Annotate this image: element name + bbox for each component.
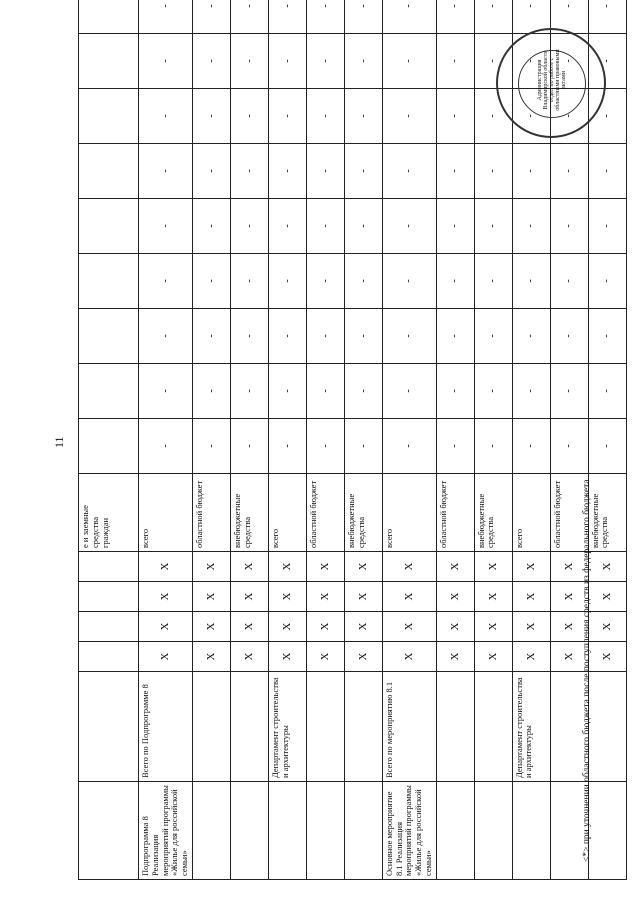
source-cell: областной бюджет xyxy=(192,474,230,552)
dash-cell: - xyxy=(230,89,268,144)
program-cell xyxy=(306,782,344,880)
dash-cell: - xyxy=(230,364,268,419)
table-row xyxy=(306,0,344,880)
x-cell: Х xyxy=(268,612,306,642)
dash-cell: - xyxy=(588,419,626,474)
dash-cell: - xyxy=(268,309,306,364)
dash-cell: - xyxy=(550,419,588,474)
x-cell: Х xyxy=(139,582,193,612)
executor-cell xyxy=(306,672,344,782)
x-cell: Х xyxy=(550,642,588,672)
dash-cell: - xyxy=(268,199,306,254)
dash-cell: - xyxy=(230,34,268,89)
dash-cell: - xyxy=(436,419,474,474)
x-cell: Х xyxy=(436,552,474,582)
dash-cell: - xyxy=(344,364,382,419)
x-cell: Х xyxy=(550,582,588,612)
source-cell: внебюджетные средства xyxy=(344,474,382,552)
table-row xyxy=(268,0,306,880)
dash-cell: - xyxy=(306,144,344,199)
program-cell xyxy=(192,782,230,880)
source-cell: всего xyxy=(382,474,436,552)
x-cell: Х xyxy=(306,552,344,582)
dash-cell: - xyxy=(474,419,512,474)
x-cell: Х xyxy=(382,552,436,582)
program-cell xyxy=(436,782,474,880)
dash-cell: - xyxy=(588,309,626,364)
dash-cell: - xyxy=(436,0,474,34)
x-cell: Х xyxy=(588,582,626,612)
x-cell: Х xyxy=(474,642,512,672)
source-cell: внебюджетные средства xyxy=(230,474,268,552)
executor-cell xyxy=(344,672,382,782)
dash-cell: - xyxy=(344,0,382,34)
executor-cell: Всего по Подпрограмме 8 xyxy=(139,672,193,782)
dash-cell: - xyxy=(550,199,588,254)
executor-cell xyxy=(436,672,474,782)
x-cell: Х xyxy=(344,552,382,582)
dash-cell: - xyxy=(344,419,382,474)
dash-cell: - xyxy=(344,309,382,364)
x-cell: Х xyxy=(192,612,230,642)
dash-cell: - xyxy=(436,144,474,199)
program-cell xyxy=(268,782,306,880)
dash-cell: - xyxy=(588,254,626,309)
dash-cell: - xyxy=(436,34,474,89)
dash-cell: - xyxy=(382,34,436,89)
program-cell xyxy=(588,782,626,880)
dash-cell: - xyxy=(139,144,193,199)
dash-cell: - xyxy=(344,254,382,309)
table-row xyxy=(344,0,382,880)
x-cell: Х xyxy=(436,582,474,612)
dash-cell: - xyxy=(192,34,230,89)
dash-cell: - xyxy=(588,364,626,419)
x-cell: Х xyxy=(588,552,626,582)
dash-cell: - xyxy=(550,144,588,199)
dash-cell: - xyxy=(436,254,474,309)
dash-cell: - xyxy=(436,364,474,419)
x-cell: Х xyxy=(306,582,344,612)
dash-cell: - xyxy=(230,309,268,364)
dash-cell: - xyxy=(268,254,306,309)
executor-cell xyxy=(474,672,512,782)
dash-cell: - xyxy=(139,0,193,34)
x-cell: Х xyxy=(268,582,306,612)
x-cell: Х xyxy=(436,612,474,642)
source-cell: внебюджетные средства xyxy=(474,474,512,552)
stamp-text: Администрация Владимирской области отдел по работе с областными правовыми актами xyxy=(537,49,567,111)
x-cell: Х xyxy=(139,642,193,672)
footnote: <*> при уточнении областного бюджета после поступления средств из федерального бюджета xyxy=(582,479,592,862)
dash-cell: - xyxy=(474,364,512,419)
header-fragment: е и заемные средства граждан xyxy=(79,474,139,552)
dash-cell: - xyxy=(550,364,588,419)
x-cell: Х xyxy=(344,642,382,672)
x-cell: Х xyxy=(344,612,382,642)
dash-cell: - xyxy=(344,199,382,254)
dash-cell: - xyxy=(550,309,588,364)
dash-cell: - xyxy=(550,254,588,309)
program-cell: Основное мероприятие 8.1 Реализация мероприятий программы «Жилье для российской семьи» xyxy=(382,782,436,880)
dash-cell: - xyxy=(192,199,230,254)
x-cell: Х xyxy=(474,582,512,612)
dash-cell: - xyxy=(306,0,344,34)
x-cell: Х xyxy=(268,642,306,672)
dash-cell: - xyxy=(436,199,474,254)
dash-cell: - xyxy=(306,89,344,144)
dash-cell: - xyxy=(382,419,436,474)
dash-cell: - xyxy=(512,419,550,474)
source-cell: внебюджетные средства xyxy=(588,474,626,552)
dash-cell: - xyxy=(139,34,193,89)
dash-cell: - xyxy=(382,0,436,34)
executor-cell: Всего по мероприятию 8.1 xyxy=(382,672,436,782)
table-row xyxy=(139,0,193,880)
dash-cell: - xyxy=(550,0,588,34)
dash-cell: - xyxy=(474,144,512,199)
dash-cell: - xyxy=(512,34,550,89)
executor-cell xyxy=(588,672,626,782)
dash-cell: - xyxy=(230,419,268,474)
table-row xyxy=(588,0,626,880)
dash-cell: - xyxy=(436,89,474,144)
dash-cell: - xyxy=(306,34,344,89)
x-cell: Х xyxy=(230,612,268,642)
dash-cell: - xyxy=(268,34,306,89)
x-cell: Х xyxy=(512,642,550,672)
dash-cell: - xyxy=(512,199,550,254)
executor-cell: Департамент строительства и архитектуры xyxy=(512,672,550,782)
dash-cell: - xyxy=(382,364,436,419)
x-cell: Х xyxy=(550,612,588,642)
dash-cell: - xyxy=(344,144,382,199)
program-cell: Подпрограмма 8 Реализация мероприятий программы «Жилье для российской семьи» xyxy=(139,782,193,880)
dash-cell: - xyxy=(512,254,550,309)
x-cell: Х xyxy=(268,552,306,582)
table-row xyxy=(192,0,230,880)
dash-cell: - xyxy=(474,199,512,254)
dash-cell: - xyxy=(230,144,268,199)
dash-cell: - xyxy=(139,309,193,364)
dash-cell: - xyxy=(436,309,474,364)
x-cell: Х xyxy=(382,582,436,612)
x-cell: Х xyxy=(474,612,512,642)
x-cell: Х xyxy=(230,642,268,672)
x-cell: Х xyxy=(192,642,230,672)
x-cell: Х xyxy=(139,552,193,582)
dash-cell: - xyxy=(306,419,344,474)
dash-cell: - xyxy=(192,254,230,309)
table-row xyxy=(230,0,268,880)
dash-cell: - xyxy=(474,89,512,144)
dash-cell: - xyxy=(139,419,193,474)
dash-cell: - xyxy=(588,144,626,199)
program-cell xyxy=(230,782,268,880)
x-cell: Х xyxy=(512,582,550,612)
source-cell: всего xyxy=(512,474,550,552)
dash-cell: - xyxy=(192,419,230,474)
x-cell: Х xyxy=(306,612,344,642)
dash-cell: - xyxy=(268,364,306,419)
dash-cell: - xyxy=(230,254,268,309)
dash-cell: - xyxy=(344,34,382,89)
dash-cell: - xyxy=(192,144,230,199)
x-cell: Х xyxy=(588,612,626,642)
table-row xyxy=(436,0,474,880)
dash-cell: - xyxy=(306,364,344,419)
page-number: 11 xyxy=(52,436,66,448)
executor-cell xyxy=(192,672,230,782)
x-cell: Х xyxy=(474,552,512,582)
x-cell: Х xyxy=(512,552,550,582)
executor-cell: Департамент строительства и архитектуры xyxy=(268,672,306,782)
dash-cell: - xyxy=(512,364,550,419)
source-cell: областной бюджет xyxy=(306,474,344,552)
dash-cell: - xyxy=(512,89,550,144)
dash-cell: - xyxy=(268,89,306,144)
source-cell: областной бюджет xyxy=(436,474,474,552)
x-cell: Х xyxy=(192,582,230,612)
dash-cell: - xyxy=(139,89,193,144)
x-cell: Х xyxy=(512,612,550,642)
dash-cell: - xyxy=(139,199,193,254)
dash-cell: - xyxy=(268,419,306,474)
dash-cell: - xyxy=(512,0,550,34)
dash-cell: - xyxy=(139,364,193,419)
dash-cell: - xyxy=(306,254,344,309)
dash-cell: - xyxy=(268,0,306,34)
executor-cell xyxy=(230,672,268,782)
dash-cell: - xyxy=(306,309,344,364)
dash-cell: - xyxy=(230,0,268,34)
header-row xyxy=(79,0,139,880)
dash-cell: - xyxy=(192,0,230,34)
dash-cell: - xyxy=(230,199,268,254)
x-cell: Х xyxy=(192,552,230,582)
dash-cell: - xyxy=(512,144,550,199)
x-cell: Х xyxy=(382,612,436,642)
dash-cell: - xyxy=(306,199,344,254)
dash-cell: - xyxy=(474,309,512,364)
dash-cell: - xyxy=(382,309,436,364)
dash-cell: - xyxy=(474,254,512,309)
dash-cell: - xyxy=(382,254,436,309)
dash-cell: - xyxy=(588,89,626,144)
x-cell: Х xyxy=(230,552,268,582)
x-cell: Х xyxy=(382,642,436,672)
source-cell: всего xyxy=(268,474,306,552)
dash-cell: - xyxy=(139,254,193,309)
dash-cell: - xyxy=(344,89,382,144)
dash-cell: - xyxy=(192,309,230,364)
dash-cell: - xyxy=(588,34,626,89)
x-cell: Х xyxy=(139,612,193,642)
dash-cell: - xyxy=(382,199,436,254)
dash-cell: - xyxy=(382,144,436,199)
dash-cell: - xyxy=(192,89,230,144)
table-row xyxy=(474,0,512,880)
dash-cell: - xyxy=(550,34,588,89)
x-cell: Х xyxy=(306,642,344,672)
program-cell xyxy=(474,782,512,880)
dash-cell: - xyxy=(588,199,626,254)
dash-cell: - xyxy=(474,34,512,89)
dash-cell: - xyxy=(382,89,436,144)
x-cell: Х xyxy=(588,642,626,672)
dash-cell: - xyxy=(550,89,588,144)
dash-cell: - xyxy=(268,144,306,199)
dash-cell: - xyxy=(474,0,512,34)
dash-cell: - xyxy=(192,364,230,419)
source-cell: областной бюджет xyxy=(550,474,588,552)
program-cell xyxy=(512,782,550,880)
source-cell: всего xyxy=(139,474,193,552)
program-cell xyxy=(344,782,382,880)
x-cell: Х xyxy=(344,582,382,612)
x-cell: Х xyxy=(550,552,588,582)
x-cell: Х xyxy=(436,642,474,672)
x-cell: Х xyxy=(230,582,268,612)
dash-cell: - xyxy=(512,309,550,364)
official-stamp xyxy=(496,28,606,138)
table-row xyxy=(382,0,436,880)
dash-cell: - xyxy=(588,0,626,34)
